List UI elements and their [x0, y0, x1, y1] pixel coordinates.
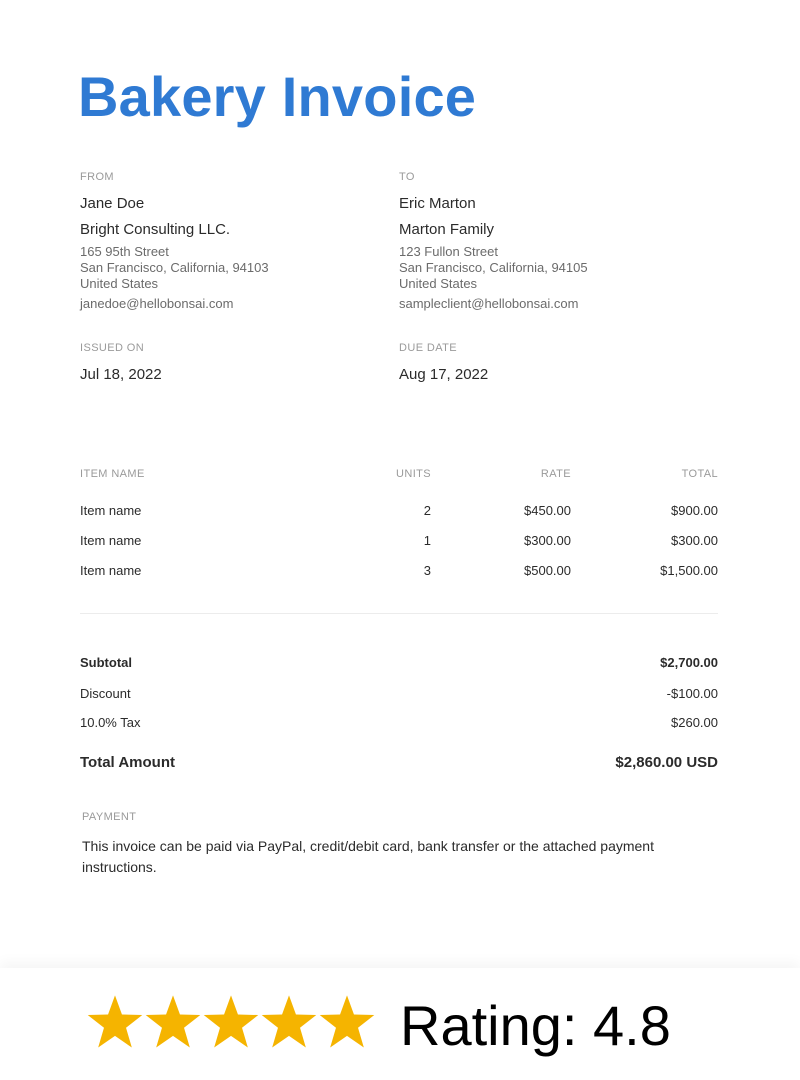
star-icon — [260, 992, 318, 1052]
row-units: 1 — [423, 533, 431, 548]
total-value: $2,860.00 USD — [615, 754, 718, 771]
payment-label: PAYMENT — [82, 811, 137, 823]
discount-value: -$100.00 — [666, 686, 718, 701]
total-label: Total Amount — [80, 754, 175, 771]
subtotal-value: $2,700.00 — [660, 655, 718, 670]
header-units: UNITS — [396, 468, 431, 480]
to-city: San Francisco, California, 94105 — [399, 260, 588, 275]
star-icon — [202, 992, 260, 1052]
header-total: TOTAL — [681, 468, 718, 480]
header-rate: RATE — [540, 468, 571, 480]
invoice-title: Bakery Invoice — [78, 65, 477, 128]
row-rate: $500.00 — [524, 563, 571, 578]
from-label: FROM — [80, 171, 114, 183]
star-icon — [86, 992, 144, 1052]
to-name: Eric Marton — [399, 195, 476, 212]
row-units: 3 — [423, 563, 431, 578]
to-company: Marton Family — [399, 221, 495, 238]
to-email: sampleclient@hellobonsai.com — [399, 296, 579, 311]
row-item-name: Item name — [80, 563, 142, 578]
from-email: janedoe@hellobonsai.com — [80, 296, 234, 311]
table-row — [80, 503, 718, 533]
row-units: 2 — [423, 503, 431, 518]
to-street: 123 Fullon Street — [399, 244, 499, 259]
from-city: San Francisco, California, 94103 — [80, 260, 269, 275]
row-total: $900.00 — [671, 503, 718, 518]
discount-label: Discount — [80, 686, 131, 701]
table-row — [80, 533, 718, 563]
from-country: United States — [80, 276, 159, 291]
issued-date: Jul 18, 2022 — [80, 366, 162, 383]
from-name: Jane Doe — [80, 195, 145, 212]
row-total: $300.00 — [671, 533, 718, 548]
header-item-name: ITEM NAME — [80, 468, 145, 480]
subtotal-label: Subtotal — [80, 655, 132, 670]
table-header — [80, 468, 718, 496]
due-label: DUE DATE — [399, 342, 458, 354]
star-icon — [318, 992, 376, 1052]
row-total: $1,500.00 — [660, 563, 718, 578]
rating-text: Rating: 4.8 — [400, 994, 671, 1057]
star-icon — [144, 992, 202, 1052]
from-company: Bright Consulting LLC. — [80, 221, 231, 238]
payment-text: This invoice can be paid via PayPal, credit/debit card, bank transfer or the attached payment instructions. — [82, 838, 654, 875]
table-row — [80, 563, 718, 593]
tax-label: 10.0% Tax — [80, 715, 141, 730]
row-rate: $450.00 — [524, 503, 571, 518]
to-label: TO — [399, 171, 415, 183]
row-rate: $300.00 — [524, 533, 571, 548]
star-rating — [86, 992, 376, 1054]
issued-label: ISSUED ON — [80, 342, 145, 354]
from-street: 165 95th Street — [80, 244, 169, 259]
tax-value: $260.00 — [671, 715, 718, 730]
table-divider — [80, 613, 718, 614]
row-item-name: Item name — [80, 533, 142, 548]
items-table — [80, 468, 718, 593]
row-item-name: Item name — [80, 503, 142, 518]
due-date: Aug 17, 2022 — [399, 366, 489, 383]
to-country: United States — [399, 276, 478, 291]
